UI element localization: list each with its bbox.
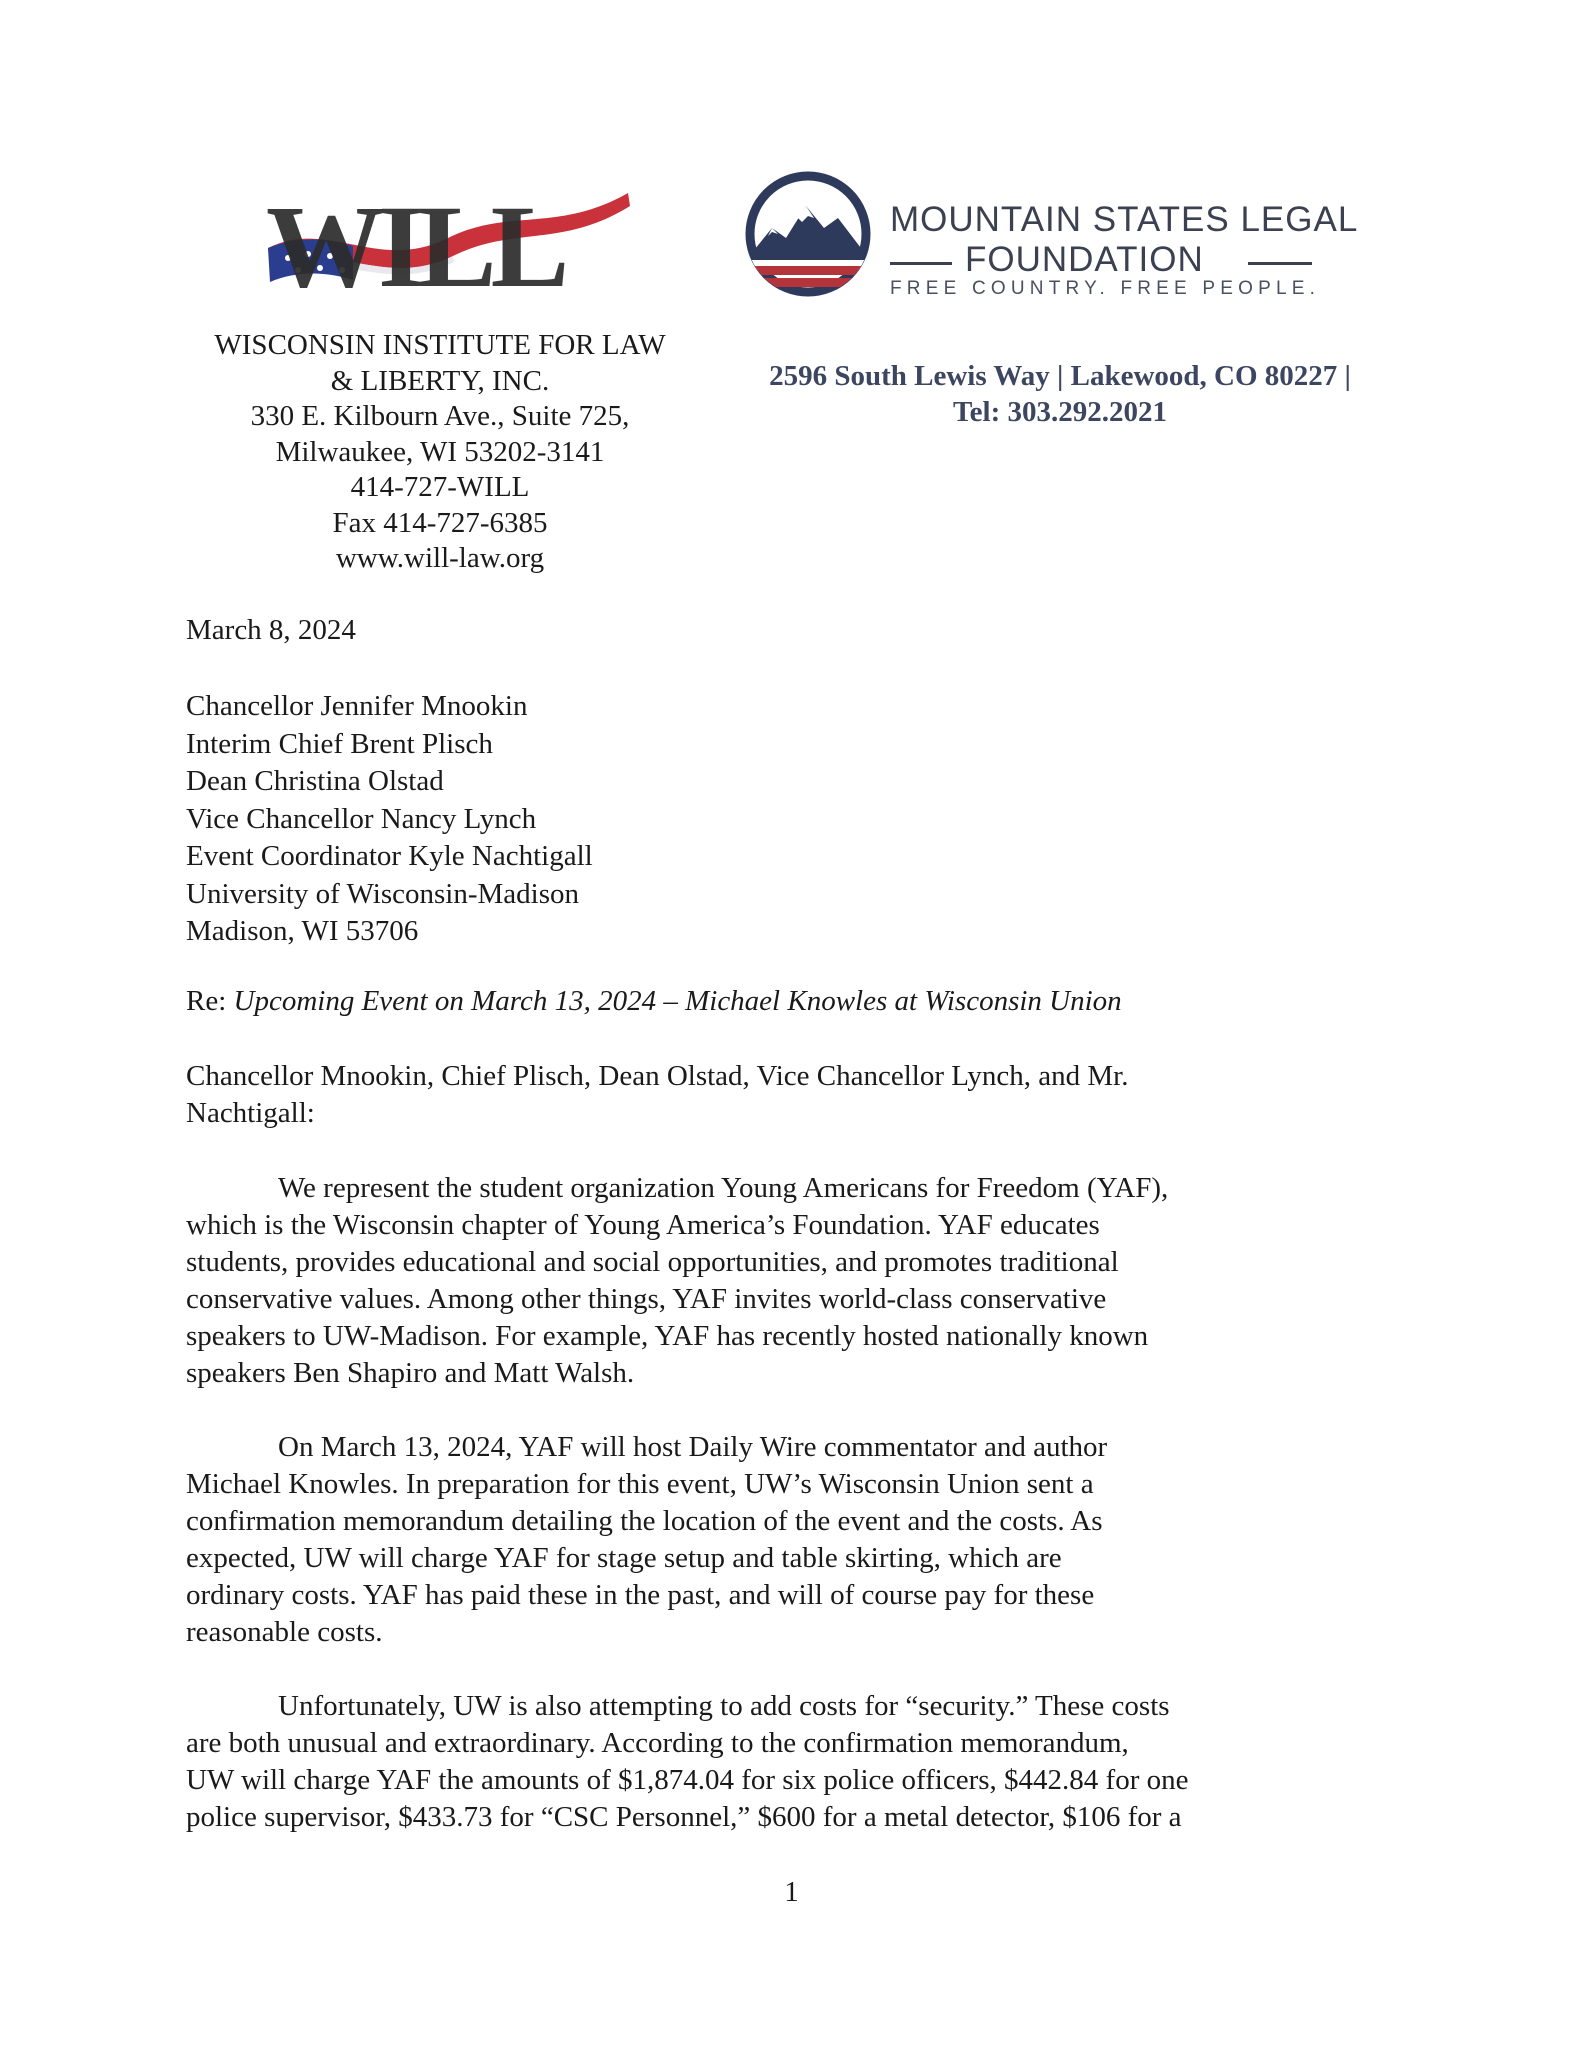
paragraph-line: expected, UW will charge YAF for stage setup and table skirting, which are: [186, 1542, 1062, 1574]
mslf-name-line2-text: FOUNDATION: [965, 240, 1204, 279]
paragraph-line: We represent the student organization Young Americans for Freedom (YAF),: [278, 1172, 1169, 1204]
rule-divider: [890, 262, 952, 265]
paragraph-line: students, provides educational and social opportunities, and promotes traditional: [186, 1246, 1119, 1278]
mslf-address-block: [690, 358, 1430, 430]
paragraph-line: which is the Wisconsin chapter of Young America’s Foundation. YAF educates: [186, 1209, 1100, 1241]
will-logo-text: WILL: [266, 181, 564, 298]
paragraph-line: UW will charge YAF the amounts of $1,874.04 for six police officers, $442.84 for one: [186, 1764, 1189, 1796]
salutation-line: Nachtigall:: [186, 1097, 315, 1129]
will-address-line: 330 E. Kilbourn Ave., Suite 725,: [250, 400, 630, 432]
recipient-line: Event Coordinator Kyle Nachtigall: [186, 840, 593, 872]
letter-date: March 8, 2024: [186, 614, 356, 646]
paragraph-line: police supervisor, $433.73 for “CSC Personnel,” $600 for a metal detector, $106 for a: [186, 1801, 1182, 1833]
recipient-line: Vice Chancellor Nancy Lynch: [186, 802, 537, 835]
paragraph-line: speakers to UW-Madison. For example, YAF has recently hosted nationally known: [186, 1320, 1149, 1352]
rule-divider: [1248, 262, 1312, 265]
will-address-line: 414-727-WILL: [350, 471, 530, 503]
recipient-block: [186, 688, 593, 951]
page-number: 1: [784, 1876, 799, 1908]
paragraph-line: Unfortunately, UW is also attempting to add costs for “security.” These costs: [278, 1690, 1170, 1722]
recipient-line: Madison, WI 53706: [186, 915, 419, 947]
body-paragraph: [186, 1170, 1386, 1392]
mslf-name-line2: [890, 240, 1350, 280]
paragraph-line: are both unusual and extraordinary. According to the confirmation memorandum,: [186, 1727, 1129, 1759]
re-label: Re:: [186, 985, 234, 1017]
will-address-line: WISCONSIN INSTITUTE FOR LAW: [214, 329, 666, 361]
body-paragraph: [186, 1429, 1386, 1651]
recipient-line: Chancellor Jennifer Mnookin: [186, 690, 528, 722]
mslf-phone-line: Tel: 303.292.2021: [952, 396, 1168, 428]
mslf-address-line: 2596 South Lewis Way | Lakewood, CO 80227 |: [769, 360, 1351, 392]
paragraph-line: On March 13, 2024, YAF will host Daily Wire commentator and author: [278, 1431, 1108, 1463]
recipient-line: Dean Christina Olstad: [186, 765, 444, 797]
will-address-line: Fax 414-727-6385: [332, 506, 548, 539]
mslf-mountain-emblem-icon: [742, 168, 874, 300]
paragraph-line: reasonable costs.: [186, 1616, 383, 1648]
will-address-line: www.will-law.org: [335, 542, 545, 574]
re-line: [186, 983, 1122, 1019]
paragraph-line: Michael Knowles. In preparation for this event, UW’s Wisconsin Union sent a: [186, 1468, 1094, 1500]
paragraph-line: confirmation memorandum detailing the location of the event and the costs. As: [186, 1505, 1103, 1537]
paragraph-line: speakers Ben Shapiro and Matt Walsh.: [186, 1357, 635, 1389]
re-subject: Upcoming Event on March 13, 2024 – Michael Knowles at Wisconsin Union: [233, 985, 1122, 1017]
will-address-line: Milwaukee, WI 53202-3141: [275, 435, 605, 468]
salutation-line: Chancellor Mnookin, Chief Plisch, Dean Olstad, Vice Chancellor Lynch, and Mr.: [186, 1060, 1129, 1092]
salutation: [186, 1058, 1128, 1132]
mslf-tagline: FREE COUNTRY. FREE PEOPLE.: [890, 278, 1321, 299]
will-address-line: & LIBERTY, INC.: [330, 364, 550, 397]
recipient-line: Interim Chief Brent Plisch: [186, 727, 493, 760]
will-address-block: [190, 328, 690, 577]
body-paragraph: [186, 1688, 1386, 1836]
paragraph-line: conservative values. Among other things, YAF invites world-class conservative: [186, 1283, 1107, 1315]
paragraph-line: ordinary costs. YAF has paid these in the past, and will of course pay for these: [186, 1579, 1095, 1611]
will-logo: [258, 178, 638, 298]
mslf-name-line1: MOUNTAIN STATES LEGAL: [890, 200, 1359, 239]
recipient-line: University of Wisconsin-Madison: [186, 877, 579, 910]
